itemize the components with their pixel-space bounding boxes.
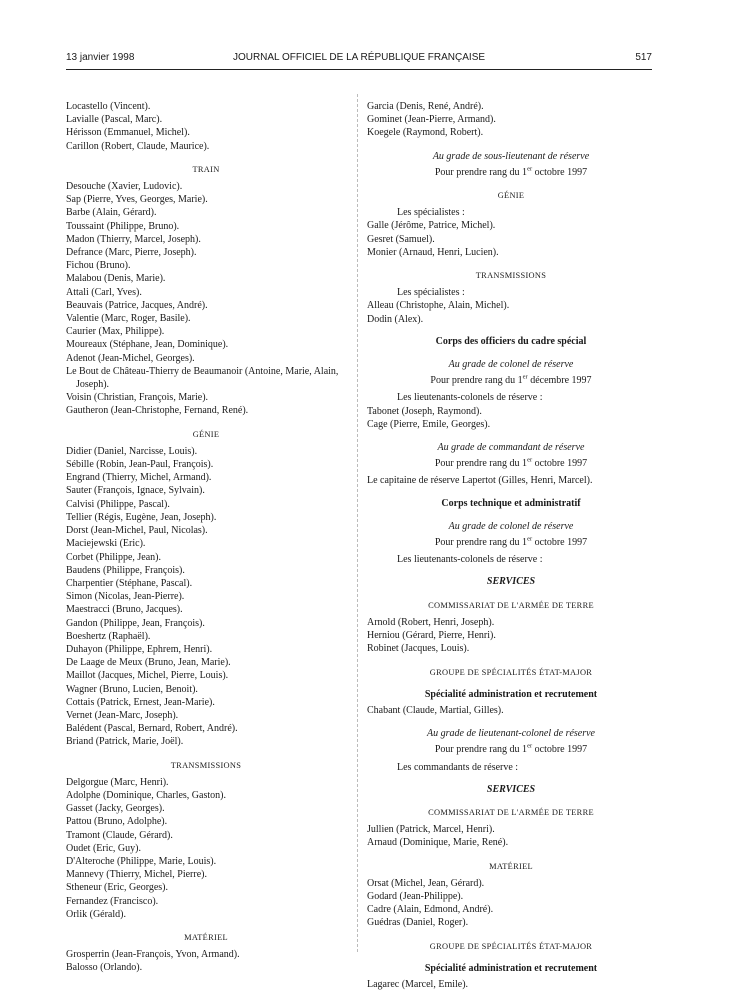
- intro-line: Les spécialistes :: [397, 287, 465, 299]
- name-list: [66, 948, 346, 974]
- name-entry: Madon (Thierry, Marcel, Joseph).: [66, 233, 201, 245]
- name-list: [66, 776, 346, 921]
- name-entry: Mannevy (Thierry, Michel, Pierre).: [66, 869, 207, 881]
- rank-text-end: octobre 1997: [532, 537, 588, 549]
- name-entry: Herniou (Gérard, Pierre, Henri).: [367, 630, 496, 642]
- name-entry: Godard (Jean-Philippe).: [367, 890, 464, 902]
- grade-heading: Au grade de sous-lieutenant de réserve: [432, 150, 590, 162]
- journal-title: JOURNAL OFFICIEL DE LA RÉPUBLIQUE FRANÇAISE: [232, 52, 486, 63]
- name-entry: Gominet (Jean-Pierre, Armand).: [367, 114, 496, 126]
- groupe-heading: GROUPE DE SPÉCIALITÉS ÉTAT-MAJOR: [429, 667, 593, 677]
- rank-sup: er: [527, 535, 533, 543]
- name-list: [367, 823, 655, 849]
- name-entry: Corbet (Philippe, Jean).: [66, 551, 161, 563]
- name-entry: De Laage de Meux (Bruno, Jean, Marie).: [66, 657, 231, 669]
- section-heading-genie: GÉNIE: [497, 191, 525, 201]
- name-entry: Wagner (Bruno, Lucien, Benoit).: [66, 683, 198, 695]
- rank-text: Pour prendre rang du 1: [434, 744, 528, 756]
- name-entry: Duhayon (Philippe, Ephrem, Henri).: [66, 643, 213, 655]
- name-entry: Balosso (Orlando).: [66, 962, 143, 974]
- rank-sup: er: [527, 456, 533, 464]
- name-entry: Koegele (Raymond, Robert).: [367, 127, 484, 139]
- commissariat-heading: COMMISSARIAT DE L'ARMÉE DE TERRE: [428, 600, 594, 610]
- name-entry: Adolphe (Dominique, Charles, Gaston).: [66, 789, 226, 801]
- left-column: [66, 100, 346, 975]
- name-entry: Monier (Arnaud, Henri, Lucien).: [367, 246, 499, 258]
- name-entry: Dorst (Jean-Michel, Paul, Nicolas).: [66, 525, 208, 537]
- name-entry: Balédent (Pascal, Bernard, Robert, André).: [66, 723, 238, 735]
- rank-text: Pour prendre rang du 1: [434, 458, 528, 470]
- name-entry: Briand (Patrick, Marie, Joël).: [66, 736, 184, 748]
- name-entry: Beauvais (Patrice, Jacques, André).: [66, 299, 208, 311]
- name-entry: Stheneur (Eric, Georges).: [66, 882, 169, 894]
- rank-date: [367, 457, 655, 470]
- name-entry: Galle (Jérôme, Patrice, Michel).: [367, 220, 496, 232]
- rank-sup: er: [527, 165, 533, 173]
- name-entry: Maestracci (Bruno, Jacques).: [66, 604, 183, 616]
- name-entry: Sauter (François, Ignace, Sylvain).: [66, 485, 205, 497]
- rank-text-end: octobre 1997: [532, 744, 588, 756]
- corps-heading: Corps technique et administratif: [441, 497, 581, 509]
- name-entry: Grosperrin (Jean-François, Yvon, Armand).: [66, 949, 240, 961]
- name-entry: Vernet (Jean-Marc, Joseph).: [66, 709, 179, 721]
- rank-text-end: décembre 1997: [527, 375, 592, 387]
- rank-date: [367, 166, 655, 179]
- name-entry: Oudet (Eric, Guy).: [66, 842, 141, 854]
- name-entry: Toussaint (Philippe, Bruno).: [66, 220, 180, 232]
- section-heading-materiel: MATÉRIEL: [184, 932, 228, 942]
- section-heading-materiel: MATÉRIEL: [489, 861, 533, 871]
- rank-sup: er: [527, 742, 533, 750]
- name-entry: Charpentier (Stéphane, Pascal).: [66, 577, 193, 589]
- name-entry: Jullien (Patrick, Marcel, Henri).: [367, 824, 495, 836]
- services-heading: SERVICES: [486, 783, 536, 795]
- name-list: [66, 100, 346, 153]
- section-heading-genie: GÉNIE: [192, 429, 220, 439]
- name-entry: Dodin (Alex).: [367, 313, 424, 325]
- intro-line: Les commandants de réserve :: [397, 761, 519, 773]
- corps-heading: Corps des officiers du cadre spécial: [435, 335, 587, 347]
- rank-date: [367, 374, 655, 387]
- name-entry: Arnaud (Dominique, Marie, René).: [367, 837, 509, 849]
- name-list: [367, 405, 655, 431]
- name-entry: Barbe (Alain, Gérard).: [66, 207, 157, 219]
- column-divider: [357, 94, 358, 952]
- name-entry: Pattou (Bruno, Adolphe).: [66, 816, 168, 828]
- name-list: [367, 299, 655, 325]
- name-entry: Cottais (Patrick, Ernest, Jean-Marie).: [66, 696, 215, 708]
- specialite-heading: Spécialité administration et recrutement: [424, 962, 598, 974]
- name-entry: Tramont (Claude, Gérard).: [66, 829, 173, 841]
- specialite-heading: Spécialité administration et recrutement: [424, 688, 598, 700]
- name-entry: Defrance (Marc, Pierre, Joseph).: [66, 247, 197, 259]
- name-list: [367, 219, 655, 259]
- capitaine-line: Le capitaine de réserve Lapertot (Gilles, Henri, Marcel).: [367, 475, 593, 487]
- name-entry: Desouche (Xavier, Ludovic).: [66, 181, 183, 193]
- name-entry: Cadre (Alain, Edmond, André).: [367, 904, 494, 916]
- rank-text: Pour prendre rang du 1: [434, 537, 528, 549]
- name-entry: Maciejewski (Eric).: [66, 538, 146, 550]
- name-entry: Robinet (Jacques, Louis).: [367, 643, 470, 655]
- name-entry: Gautheron (Jean-Christophe, Fernand, René).: [66, 405, 249, 417]
- name-entry: Gasset (Jacky, Georges).: [66, 803, 165, 815]
- rank-text: Pour prendre rang du 1: [434, 166, 528, 178]
- right-column: [367, 100, 655, 991]
- name-list: [367, 100, 655, 140]
- name-entry: Valentie (Marc, Roger, Basile).: [66, 313, 191, 325]
- header-date: 13 janvier 1998: [66, 52, 135, 63]
- name-entry: Simon (Nicolas, Jean-Pierre).: [66, 591, 185, 603]
- name-entry: Guédras (Daniel, Roger).: [367, 917, 469, 929]
- name-entry: Engrand (Thierry, Michel, Armand).: [66, 472, 212, 484]
- name-entry: Alleau (Christophe, Alain, Michel).: [367, 300, 510, 312]
- rank-date: [367, 536, 655, 549]
- grade-heading: Au grade de commandant de réserve: [437, 442, 585, 454]
- section-heading-transmissions: TRANSMISSIONS: [170, 760, 242, 770]
- grade-heading: Au grade de lieutenant-colonel de réserve: [427, 728, 595, 740]
- name-entry: Garcia (Denis, René, André).: [367, 101, 484, 112]
- name-list: [367, 616, 655, 656]
- section-heading-train: TRAIN: [192, 164, 220, 174]
- header-rule: [66, 69, 652, 70]
- name-entry: Arnold (Robert, Henri, Joseph).: [367, 616, 495, 628]
- lagarec-line: Lagarec (Marcel, Emile).: [367, 978, 469, 990]
- rank-date: [367, 743, 655, 756]
- name-entry: Caurier (Max, Philippe).: [66, 326, 165, 338]
- name-entry: D'Alteroche (Philippe, Marie, Louis).: [66, 855, 217, 867]
- name-entry: Calvisi (Philippe, Pascal).: [66, 498, 170, 510]
- intro-line: Les spécialistes :: [397, 207, 465, 219]
- name-entry: Sébille (Robin, Jean-Paul, François).: [66, 459, 214, 471]
- name-entry: Attali (Carl, Yves).: [66, 286, 142, 298]
- name-list: [367, 877, 655, 930]
- chabant-line: Chabant (Claude, Martial, Gilles).: [367, 704, 504, 716]
- name-entry: Didier (Daniel, Narcisse, Louis).: [66, 445, 198, 457]
- intro-line: Les lieutenants-colonels de réserve :: [397, 392, 543, 404]
- name-list: [66, 180, 346, 418]
- name-list: [66, 445, 346, 749]
- rank-text-end: octobre 1997: [532, 166, 588, 178]
- name-entry: Fernandez (Francisco).: [66, 895, 159, 907]
- rank-text-end: octobre 1997: [532, 458, 588, 470]
- name-entry: Adenot (Jean-Michel, Georges).: [66, 352, 195, 364]
- name-entry: Gesret (Samuel).: [367, 233, 435, 245]
- services-heading: SERVICES: [486, 576, 536, 588]
- name-entry: Tellier (Régis, Eugène, Jean, Joseph).: [66, 511, 217, 523]
- name-entry: Hérisson (Emmanuel, Michel).: [66, 127, 190, 139]
- name-entry: Sap (Pierre, Yves, Georges, Marie).: [66, 194, 208, 206]
- name-entry: Maillot (Jacques, Michel, Pierre, Louis).: [66, 670, 229, 682]
- name-entry: Lavialle (Pascal, Marc).: [66, 114, 163, 126]
- name-entry: Orsat (Michel, Jean, Gérard).: [367, 877, 485, 889]
- name-entry: Locastello (Vincent).: [66, 101, 151, 112]
- groupe-heading: GROUPE DE SPÉCIALITÉS ÉTAT-MAJOR: [429, 941, 593, 951]
- commissariat-heading: COMMISSARIAT DE L'ARMÉE DE TERRE: [428, 807, 594, 817]
- name-entry: Cage (Pierre, Emile, Georges).: [367, 418, 491, 430]
- name-entry: Carillon (Robert, Claude, Maurice).: [66, 140, 210, 152]
- intro-line: Les lieutenants-colonels de réserve :: [397, 554, 543, 566]
- name-entry: Boeshertz (Raphaël).: [66, 630, 151, 642]
- page-number: 517: [635, 52, 652, 63]
- grade-heading: Au grade de colonel de réserve: [448, 520, 574, 532]
- rank-sup: er: [522, 373, 528, 381]
- section-heading-transmissions: TRANSMISSIONS: [475, 271, 547, 281]
- grade-heading: Au grade de colonel de réserve: [448, 359, 574, 371]
- name-entry: Tabonet (Joseph, Raymond).: [367, 405, 482, 417]
- name-entry: Baudens (Philippe, François).: [66, 564, 185, 576]
- name-entry: Orlik (Gérald).: [66, 908, 126, 920]
- name-entry: Fichou (Bruno).: [66, 260, 131, 272]
- name-entry: Voisin (Christian, François, Marie).: [66, 392, 209, 404]
- name-entry: Delgorgue (Marc, Henri).: [66, 776, 169, 788]
- name-entry: Moureaux (Stéphane, Jean, Dominique).: [66, 339, 229, 351]
- rank-text: Pour prendre rang du 1: [430, 375, 523, 387]
- name-entry: Gandon (Philippe, Jean, François).: [66, 617, 205, 629]
- name-entry: Le Bout de Château-Thierry de Beaumanoir (Antoine, Marie, Alain, Joseph).: [66, 365, 339, 391]
- page-header: [66, 52, 652, 68]
- name-entry: Malabou (Denis, Marie).: [66, 273, 166, 285]
